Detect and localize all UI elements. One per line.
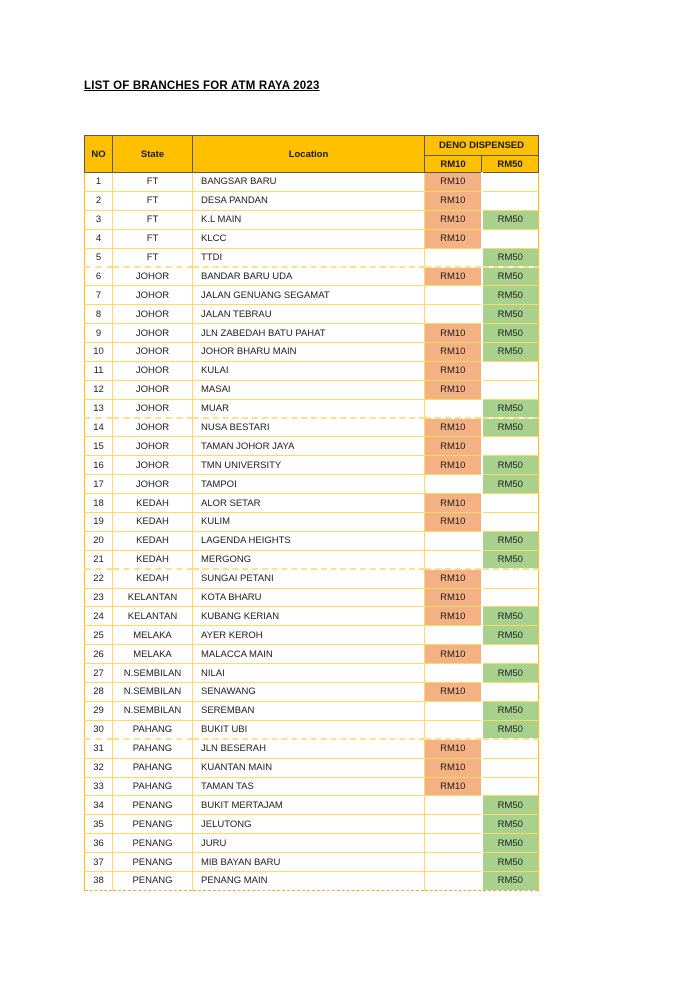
table-row — [85, 456, 539, 475]
state-cell: JOHOR — [113, 361, 193, 380]
header-rm10: RM10 — [425, 156, 482, 173]
state-cell: FT — [113, 248, 193, 267]
rm50-cell — [482, 229, 539, 248]
no-cell: 38 — [85, 871, 113, 890]
state-cell: KEDAH — [113, 494, 193, 513]
table-row — [85, 796, 539, 815]
no-cell: 11 — [85, 361, 113, 380]
state-cell: JOHOR — [113, 399, 193, 418]
no-cell: 31 — [85, 739, 113, 758]
state-cell: FT — [113, 229, 193, 248]
rm50-cell: RM50 — [482, 267, 539, 286]
table-header — [85, 136, 539, 173]
rm10-cell — [425, 305, 482, 324]
table-row — [85, 494, 539, 513]
no-cell: 21 — [85, 550, 113, 569]
rm50-cell — [482, 437, 539, 456]
rm50-cell: RM50 — [482, 399, 539, 418]
rm50-cell — [482, 777, 539, 796]
location-cell: MERGONG — [193, 550, 425, 569]
location-cell: BANGSAR BARU — [193, 173, 425, 192]
state-cell: JOHOR — [113, 286, 193, 305]
rm50-cell: RM50 — [482, 475, 539, 494]
table-row — [85, 361, 539, 380]
location-cell: JALAN TEBRAU — [193, 305, 425, 324]
rm50-cell — [482, 513, 539, 532]
location-cell: KOTA BHARU — [193, 588, 425, 607]
rm10-cell: RM10 — [425, 569, 482, 588]
rm10-cell — [425, 796, 482, 815]
rm10-cell: RM10 — [425, 645, 482, 664]
state-cell: JOHOR — [113, 324, 193, 343]
rm10-cell: RM10 — [425, 739, 482, 758]
no-cell: 24 — [85, 607, 113, 626]
rm50-cell — [482, 758, 539, 777]
location-cell: BUKIT MERTAJAM — [193, 796, 425, 815]
table-row — [85, 229, 539, 248]
state-cell: PAHANG — [113, 720, 193, 739]
location-cell: KULIM — [193, 513, 425, 532]
no-cell: 37 — [85, 853, 113, 872]
table-row — [85, 173, 539, 192]
rm10-cell: RM10 — [425, 513, 482, 532]
location-cell: MASAI — [193, 380, 425, 399]
table-row — [85, 210, 539, 229]
table-row — [85, 437, 539, 456]
table-row — [85, 683, 539, 702]
rm10-cell — [425, 815, 482, 834]
branches-table — [84, 135, 539, 891]
rm10-cell: RM10 — [425, 418, 482, 437]
rm50-cell: RM50 — [482, 456, 539, 475]
location-cell: JELUTONG — [193, 815, 425, 834]
rm10-cell: RM10 — [425, 758, 482, 777]
table-row — [85, 418, 539, 437]
location-cell: SENAWANG — [193, 683, 425, 702]
table-row — [85, 626, 539, 645]
state-cell: KEDAH — [113, 569, 193, 588]
table-row — [85, 871, 539, 890]
rm50-cell: RM50 — [482, 664, 539, 683]
rm10-cell: RM10 — [425, 343, 482, 362]
rm50-cell — [482, 588, 539, 607]
rm50-cell: RM50 — [482, 607, 539, 626]
rm50-cell: RM50 — [482, 815, 539, 834]
no-cell: 18 — [85, 494, 113, 513]
rm10-cell: RM10 — [425, 607, 482, 626]
location-cell: KUANTAN MAIN — [193, 758, 425, 777]
no-cell: 13 — [85, 399, 113, 418]
no-cell: 32 — [85, 758, 113, 777]
no-cell: 22 — [85, 569, 113, 588]
table-row — [85, 645, 539, 664]
location-cell: DESA PANDAN — [193, 191, 425, 210]
rm10-cell: RM10 — [425, 456, 482, 475]
state-cell: JOHOR — [113, 343, 193, 362]
location-cell: BUKIT UBI — [193, 720, 425, 739]
header-rm50: RM50 — [482, 156, 539, 173]
no-cell: 6 — [85, 267, 113, 286]
table-row — [85, 248, 539, 267]
location-cell: LAGENDA HEIGHTS — [193, 531, 425, 550]
no-cell: 7 — [85, 286, 113, 305]
rm10-cell — [425, 399, 482, 418]
state-cell: PENANG — [113, 853, 193, 872]
rm10-cell — [425, 871, 482, 890]
rm50-cell: RM50 — [482, 834, 539, 853]
no-cell: 33 — [85, 777, 113, 796]
location-cell: JLN BESERAH — [193, 739, 425, 758]
rm50-cell — [482, 173, 539, 192]
table-row — [85, 739, 539, 758]
state-cell: JOHOR — [113, 305, 193, 324]
rm50-cell — [482, 380, 539, 399]
no-cell: 12 — [85, 380, 113, 399]
rm10-cell: RM10 — [425, 380, 482, 399]
location-cell: SEREMBAN — [193, 701, 425, 720]
rm10-cell — [425, 248, 482, 267]
rm10-cell — [425, 475, 482, 494]
rm50-cell: RM50 — [482, 286, 539, 305]
state-cell: PENANG — [113, 796, 193, 815]
no-cell: 4 — [85, 229, 113, 248]
location-cell: PENANG MAIN — [193, 871, 425, 890]
rm10-cell: RM10 — [425, 588, 482, 607]
state-cell: FT — [113, 191, 193, 210]
no-cell: 19 — [85, 513, 113, 532]
location-cell: MUAR — [193, 399, 425, 418]
state-cell: KEDAH — [113, 531, 193, 550]
no-cell: 15 — [85, 437, 113, 456]
no-cell: 16 — [85, 456, 113, 475]
rm10-cell — [425, 626, 482, 645]
rm50-cell — [482, 361, 539, 380]
state-cell: PAHANG — [113, 739, 193, 758]
location-cell: JALAN GENUANG SEGAMAT — [193, 286, 425, 305]
rm10-cell: RM10 — [425, 777, 482, 796]
state-cell: PENANG — [113, 871, 193, 890]
table-row — [85, 720, 539, 739]
rm10-cell: RM10 — [425, 494, 482, 513]
table-row — [85, 380, 539, 399]
state-cell: KELANTAN — [113, 607, 193, 626]
no-cell: 8 — [85, 305, 113, 324]
location-cell: ALOR SETAR — [193, 494, 425, 513]
no-cell: 1 — [85, 173, 113, 192]
no-cell: 23 — [85, 588, 113, 607]
table-row — [85, 191, 539, 210]
state-cell: JOHOR — [113, 267, 193, 286]
no-cell: 5 — [85, 248, 113, 267]
location-cell: JLN ZABEDAH BATU PAHAT — [193, 324, 425, 343]
location-cell: MALACCA MAIN — [193, 645, 425, 664]
state-cell: KELANTAN — [113, 588, 193, 607]
rm50-cell: RM50 — [482, 871, 539, 890]
location-cell: TAMAN TAS — [193, 777, 425, 796]
location-cell: TAMAN JOHOR JAYA — [193, 437, 425, 456]
location-cell: TAMPOI — [193, 475, 425, 494]
state-cell: N.SEMBILAN — [113, 701, 193, 720]
table-row — [85, 701, 539, 720]
table-row — [85, 550, 539, 569]
table-row — [85, 399, 539, 418]
state-cell: N.SEMBILAN — [113, 664, 193, 683]
table-row — [85, 758, 539, 777]
rm50-cell: RM50 — [482, 531, 539, 550]
location-cell: AYER KEROH — [193, 626, 425, 645]
location-cell: SUNGAI PETANI — [193, 569, 425, 588]
rm10-cell — [425, 531, 482, 550]
no-cell: 35 — [85, 815, 113, 834]
state-cell: JOHOR — [113, 418, 193, 437]
table-row — [85, 531, 539, 550]
location-cell: KLCC — [193, 229, 425, 248]
rm50-cell — [482, 494, 539, 513]
rm50-cell: RM50 — [482, 701, 539, 720]
header-state: State — [113, 136, 193, 173]
no-cell: 9 — [85, 324, 113, 343]
state-cell: FT — [113, 210, 193, 229]
header-deno-dispensed: DENO DISPENSED — [425, 136, 539, 156]
table-row — [85, 815, 539, 834]
location-cell: KULAI — [193, 361, 425, 380]
table-row — [85, 777, 539, 796]
rm10-cell — [425, 834, 482, 853]
rm50-cell: RM50 — [482, 324, 539, 343]
table-row — [85, 834, 539, 853]
no-cell: 2 — [85, 191, 113, 210]
state-cell: KEDAH — [113, 550, 193, 569]
rm50-cell: RM50 — [482, 210, 539, 229]
rm50-cell: RM50 — [482, 418, 539, 437]
rm10-cell — [425, 701, 482, 720]
rm10-cell — [425, 720, 482, 739]
state-cell: PAHANG — [113, 758, 193, 777]
state-cell: FT — [113, 173, 193, 192]
page-title: LIST OF BRANCHES FOR ATM RAYA 2023 — [84, 80, 320, 92]
state-cell: PENANG — [113, 834, 193, 853]
table-row — [85, 267, 539, 286]
location-cell: TMN UNIVERSITY — [193, 456, 425, 475]
no-cell: 25 — [85, 626, 113, 645]
no-cell: 10 — [85, 343, 113, 362]
table-row — [85, 664, 539, 683]
state-cell: JOHOR — [113, 437, 193, 456]
location-cell: NUSA BESTARI — [193, 418, 425, 437]
rm50-cell: RM50 — [482, 720, 539, 739]
rm10-cell — [425, 664, 482, 683]
rm10-cell: RM10 — [425, 210, 482, 229]
rm50-cell: RM50 — [482, 796, 539, 815]
rm10-cell: RM10 — [425, 324, 482, 343]
table-body — [85, 173, 539, 891]
table-row — [85, 475, 539, 494]
rm10-cell: RM10 — [425, 683, 482, 702]
location-cell: KUBANG KERIAN — [193, 607, 425, 626]
rm50-cell: RM50 — [482, 305, 539, 324]
table-row — [85, 513, 539, 532]
header-location: Location — [193, 136, 425, 173]
location-cell: JOHOR BHARU MAIN — [193, 343, 425, 362]
location-cell: TTDI — [193, 248, 425, 267]
location-cell: K.L MAIN — [193, 210, 425, 229]
no-cell: 14 — [85, 418, 113, 437]
location-cell: BANDAR BARU UDA — [193, 267, 425, 286]
table-row — [85, 324, 539, 343]
no-cell: 28 — [85, 683, 113, 702]
state-cell: JOHOR — [113, 456, 193, 475]
state-cell: PAHANG — [113, 777, 193, 796]
rm50-cell: RM50 — [482, 550, 539, 569]
rm50-cell: RM50 — [482, 343, 539, 362]
table-row — [85, 853, 539, 872]
rm10-cell: RM10 — [425, 191, 482, 210]
header-no: NO — [85, 136, 113, 173]
state-cell: JOHOR — [113, 475, 193, 494]
no-cell: 3 — [85, 210, 113, 229]
no-cell: 17 — [85, 475, 113, 494]
state-cell: KEDAH — [113, 513, 193, 532]
rm10-cell: RM10 — [425, 361, 482, 380]
rm50-cell — [482, 569, 539, 588]
rm50-cell — [482, 739, 539, 758]
no-cell: 30 — [85, 720, 113, 739]
table-row — [85, 343, 539, 362]
rm50-cell: RM50 — [482, 626, 539, 645]
rm50-cell — [482, 191, 539, 210]
table-row — [85, 569, 539, 588]
state-cell: MELAKA — [113, 626, 193, 645]
rm10-cell: RM10 — [425, 437, 482, 456]
state-cell: PENANG — [113, 815, 193, 834]
table-row — [85, 607, 539, 626]
rm50-cell: RM50 — [482, 853, 539, 872]
rm10-cell: RM10 — [425, 173, 482, 192]
no-cell: 34 — [85, 796, 113, 815]
rm10-cell — [425, 286, 482, 305]
location-cell: JURU — [193, 834, 425, 853]
rm10-cell — [425, 550, 482, 569]
rm50-cell — [482, 683, 539, 702]
no-cell: 36 — [85, 834, 113, 853]
rm10-cell: RM10 — [425, 229, 482, 248]
location-cell: MIB BAYAN BARU — [193, 853, 425, 872]
no-cell: 27 — [85, 664, 113, 683]
table-row — [85, 305, 539, 324]
header-row-1 — [85, 136, 539, 156]
rm50-cell — [482, 645, 539, 664]
state-cell: MELAKA — [113, 645, 193, 664]
rm10-cell — [425, 853, 482, 872]
no-cell: 26 — [85, 645, 113, 664]
no-cell: 29 — [85, 701, 113, 720]
table-row — [85, 588, 539, 607]
no-cell: 20 — [85, 531, 113, 550]
rm50-cell: RM50 — [482, 248, 539, 267]
location-cell: NILAI — [193, 664, 425, 683]
rm10-cell: RM10 — [425, 267, 482, 286]
state-cell: N.SEMBILAN — [113, 683, 193, 702]
state-cell: JOHOR — [113, 380, 193, 399]
table-row — [85, 286, 539, 305]
